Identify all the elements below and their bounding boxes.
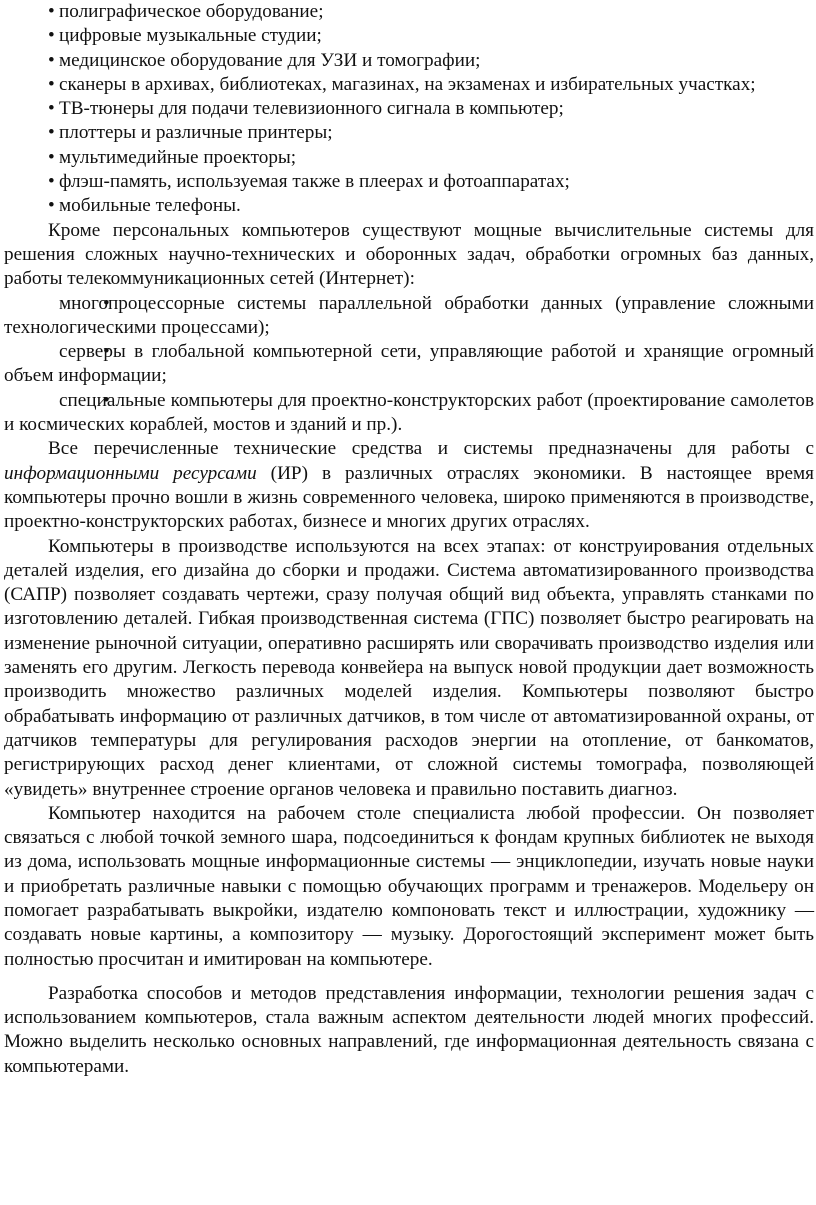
list-item: • цифровые музыкальные студии; xyxy=(4,24,814,48)
text-run: (ИР) в различных отраслях экономики. В настоящее время компьютеры прочно вошли в жизнь современного человека, широко применяются в производстве, проектно-конструкторских работах, бизнесе и многих других отраслях. xyxy=(4,462,814,533)
list-item: • полиграфическое оборудование; xyxy=(4,0,814,24)
list-item: • плоттеры и различные принтеры; xyxy=(4,121,814,145)
list-item: • флэш-память, используемая также в плеерах и фотоаппаратах; xyxy=(4,170,814,194)
paragraph-directions: Разработка способов и методов представления информации, технологии решения задач с использованием компьютеров, стала важным аспектом деятельности людей многих профессий. Можно выделить несколько основных направлений, где информационная деятельность связана с компьютерами. xyxy=(4,982,814,1077)
text-run: Все перечисленные технические средства и системы предназначены для работы с xyxy=(48,438,814,460)
paragraph-production: Компьютеры в производстве используются на всех этапах: от конструирования отдельных деталей изделия, его дизайна до сборки и продажи. Система автоматизированного производства (САПР) позволяет создавать чертежи, сразу получая общий вид объекта, управлять станками по изготовлению деталей. Гибкая производственная система (ГПС) позволяет быстро реагировать на изменение рыночной ситуации, оперативно расширять или сворачивать производство изделия или заменять его другим. Легкость перевода конвейера на выпуск новой продукции дает возможность производить множество различных моделей изделия. Компьютеры позволяют быстро обрабатывать информацию от различных датчиков, в том числе от автоматизированной охраны, от датчиков температуры для регулирования расходов энергии на отопление, от банкоматов, регистрирующих расход денег клиентами, от сложной системы томографа, позволяющей «увидеть» внутреннее строение органов человека и правильно поставить диагноз. xyxy=(4,535,814,800)
list-item: • мультимедийные проекторы; xyxy=(4,146,814,170)
list-item: • сканеры в архивах, библиотеках, магазинах, на экзаменах и избирательных участках; xyxy=(4,73,814,97)
paragraph-systems: Кроме персональных компьютеров существуют мощные вычислительные системы для решения сложных научно-технических и оборонных задач, обработки огромных баз данных, работы телекоммуникационных сетей (Интернет): xyxy=(4,219,814,290)
list-item: • медицинское оборудование для УЗИ и томографии; xyxy=(4,49,814,73)
list-item: • специальные компьютеры для проектно-конструкторских работ (проектирование самолетов и космических кораблей, мостов и зданий и пр.). xyxy=(4,389,814,438)
list-item: • мобильные телефоны. xyxy=(4,194,814,218)
systems-list xyxy=(4,292,814,438)
device-list xyxy=(4,0,814,219)
paragraph-workplace: Компьютер находится на рабочем столе специалиста любой профессии. Он позволяет связаться с любой точкой земного шара, подсоединиться к фондам крупных библиотек не выходя из дома, использовать мощные информационные системы — энциклопедии, изучать новые науки и приобретать различные навыки с помощью обучающих программ и тренажеров. Модельеру он помогает разрабатывать выкройки, издателю компоновать текст и иллюстрации, художнику — создавать новые картины, а композитору — музыку. Дорогостоящий эксперимент может быть полностью просчитан и имитирован на компьютере. xyxy=(4,802,814,970)
italic-term: информационными ресурсами xyxy=(4,462,257,484)
paragraph-resources xyxy=(4,437,814,534)
list-item: • многопроцессорные системы параллельной обработки данных (управление сложными технологическими процессами); xyxy=(4,292,814,341)
list-item: • ТВ-тюнеры для подачи телевизионного сигнала в компьютер; xyxy=(4,97,814,121)
list-item: • серверы в глобальной компьютерной сети, управляющие работой и хранящие огромный объем информации; xyxy=(4,340,814,389)
